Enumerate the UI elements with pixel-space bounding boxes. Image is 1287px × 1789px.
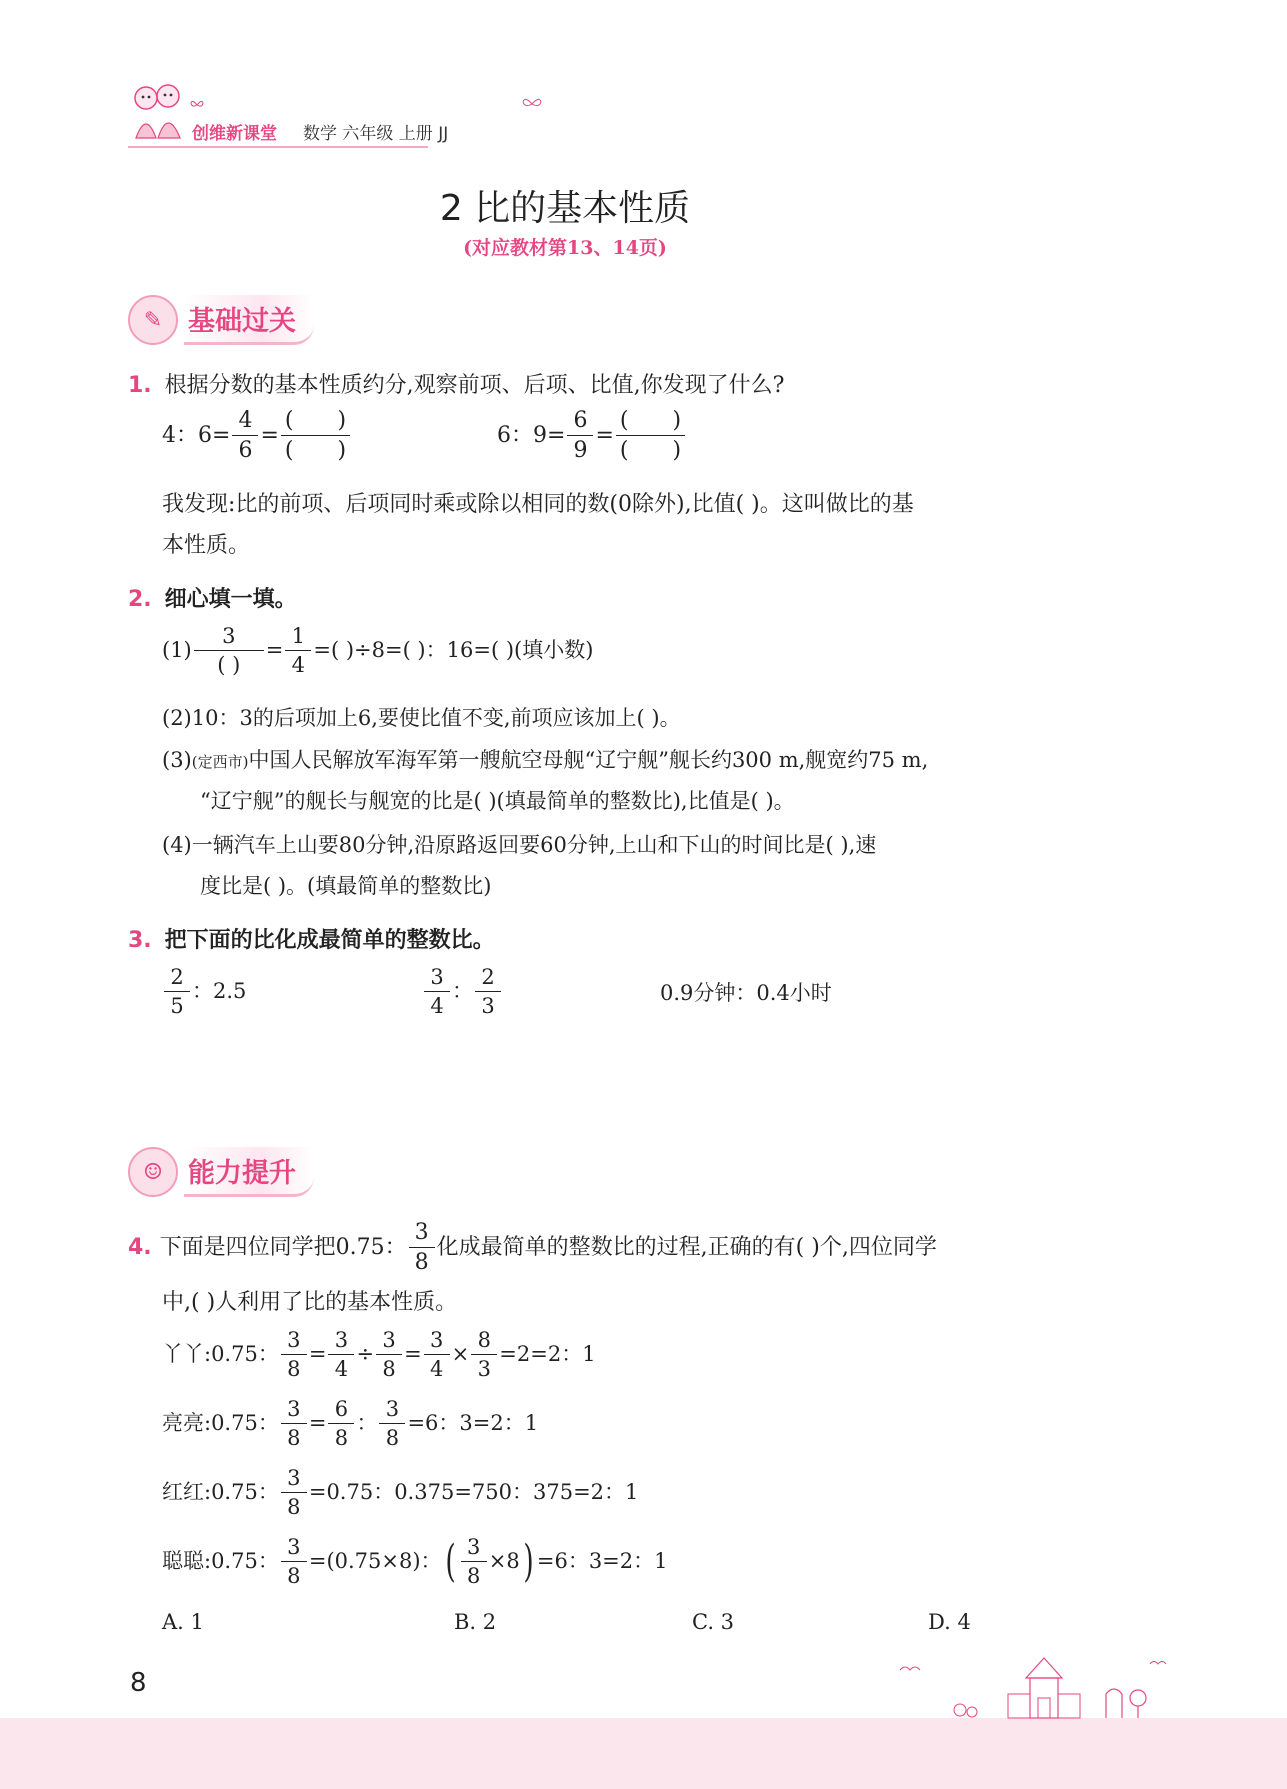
colon: ： bbox=[452, 979, 473, 1004]
denominator: 5 bbox=[170, 994, 184, 1018]
q1-finding-line1: 我发现:比的前项、后项同时乘或除以相同的数(0除外),比值( )。这叫做比的基 bbox=[162, 492, 914, 517]
result: =2=2：1 bbox=[499, 1342, 596, 1367]
question-2 bbox=[128, 587, 297, 613]
equals: = bbox=[308, 1342, 327, 1367]
q3-a-rest: ：2.5 bbox=[192, 979, 247, 1004]
denominator: 8 bbox=[287, 1495, 301, 1519]
question-4-line1 bbox=[128, 1222, 937, 1274]
q2-title: 细心填一填。 bbox=[164, 587, 297, 612]
divide: ÷ bbox=[356, 1342, 375, 1367]
section-advanced-label: 能力提升 bbox=[184, 1147, 314, 1197]
right-paren: ) bbox=[523, 1536, 534, 1587]
q3-item-b bbox=[422, 967, 503, 1017]
denominator: 4 bbox=[291, 653, 306, 677]
fraction bbox=[424, 1330, 450, 1380]
numerator: 3 bbox=[379, 1399, 405, 1424]
q1-eq2-left: 6：9= bbox=[497, 422, 566, 448]
colon: ： bbox=[356, 1411, 378, 1436]
q4-honghong-solution bbox=[162, 1468, 638, 1518]
header-underline bbox=[128, 146, 428, 148]
numerator: 3 bbox=[281, 1399, 307, 1424]
q2-part1 bbox=[162, 626, 593, 676]
small-butterfly-icon bbox=[190, 96, 204, 108]
denominator: 4 bbox=[430, 994, 444, 1018]
denominator: 8 bbox=[287, 1564, 301, 1588]
question-4-line2: 中,( )人利用了比的基本性质。 bbox=[162, 1290, 458, 1315]
page-number: 8 bbox=[130, 1668, 147, 1698]
numerator: 3 bbox=[281, 1537, 307, 1562]
result: =6：3=2：1 bbox=[536, 1549, 668, 1574]
page-subtitle: (对应教材第13、14页) bbox=[463, 237, 667, 259]
q2-part3-line1 bbox=[162, 748, 928, 773]
denominator: 3 bbox=[481, 994, 495, 1018]
header-kids-illustration bbox=[128, 80, 186, 146]
answer-numerator[interactable]: ( ) bbox=[616, 410, 685, 436]
equals: = bbox=[595, 422, 614, 448]
denominator: 3 bbox=[477, 1357, 491, 1381]
question-3 bbox=[128, 928, 495, 954]
result: =0.75：0.375=750：375=2：1 bbox=[308, 1480, 639, 1505]
fraction bbox=[376, 1330, 402, 1380]
butterfly-icon bbox=[522, 96, 542, 112]
q2-p1-fraction1[interactable] bbox=[194, 626, 264, 676]
numerator: 3 bbox=[424, 967, 450, 992]
q4-text-a: 下面是四位同学把0.75： bbox=[159, 1234, 407, 1260]
q4-option-a[interactable]: A. 1 bbox=[162, 1610, 204, 1634]
q1-finding-line2: 本性质。 bbox=[162, 533, 251, 558]
header-edition: JJ bbox=[438, 124, 449, 144]
middle-expression: =(0.75×8)： bbox=[308, 1549, 442, 1574]
q2-p3-label: (3) bbox=[162, 748, 192, 772]
numerator: 4 bbox=[232, 410, 258, 436]
equals: = bbox=[265, 638, 284, 663]
q3-number: 3. bbox=[128, 928, 152, 953]
castle-illustration bbox=[880, 1650, 1170, 1720]
denominator: 4 bbox=[334, 1357, 349, 1381]
fraction bbox=[461, 1537, 487, 1587]
q4-number: 4. bbox=[128, 1234, 152, 1260]
q2-part4-line1: (4)一辆汽车上山要80分钟,沿原路返回要60分钟,上山和下山的时间比是( ),速 bbox=[162, 833, 877, 857]
q2-p1-fraction2 bbox=[285, 626, 311, 676]
numerator: 3 bbox=[376, 1330, 402, 1355]
q1-text: 根据分数的基本性质约分,观察前项、后项、比值,你发现了什么? bbox=[164, 373, 785, 398]
page-title: 2 比的基本性质 bbox=[439, 188, 691, 229]
q1-eq2-answer-fraction[interactable] bbox=[616, 410, 685, 462]
q1-number: 1. bbox=[128, 373, 152, 398]
denominator: 8 bbox=[382, 1357, 396, 1381]
student-name: 红红:0.75： bbox=[162, 1480, 279, 1505]
q4-option-d[interactable]: D. 4 bbox=[928, 1610, 971, 1634]
header-subject: 数学 bbox=[303, 124, 337, 144]
q3-title: 把下面的比化成最简单的整数比。 bbox=[164, 928, 495, 953]
denominator: 9 bbox=[573, 438, 588, 463]
result: =6：3=2：1 bbox=[407, 1411, 539, 1436]
q4-fraction bbox=[409, 1222, 435, 1274]
header-book-info bbox=[303, 119, 448, 144]
numerator: 3 bbox=[409, 1222, 435, 1248]
numerator: 3 bbox=[194, 626, 264, 651]
equals: = bbox=[404, 1342, 422, 1367]
section-basic bbox=[128, 298, 314, 342]
q1-eq1-answer-fraction[interactable] bbox=[281, 410, 350, 462]
denominator-blank[interactable]: ( ) bbox=[217, 653, 241, 677]
q2-p3-text: 中国人民解放军海军第一艘航空母舰“辽宁舰”舰长约300 m,舰宽约75 m, bbox=[248, 748, 929, 772]
q1-equation-2 bbox=[497, 410, 687, 462]
denominator: 4 bbox=[429, 1357, 444, 1381]
denominator: 8 bbox=[385, 1426, 400, 1450]
numerator: 2 bbox=[475, 967, 501, 992]
denominator: 6 bbox=[238, 438, 253, 463]
fraction bbox=[281, 1399, 307, 1449]
q3-a-fraction bbox=[164, 967, 190, 1017]
denominator: 8 bbox=[287, 1357, 301, 1381]
numerator: 8 bbox=[471, 1330, 497, 1355]
q2-p3-place: (定西市) bbox=[191, 753, 249, 771]
q4-liangliang-solution bbox=[162, 1399, 538, 1449]
footer-band bbox=[0, 1718, 1287, 1789]
answer-denominator[interactable]: ( ) bbox=[619, 438, 682, 463]
numerator: 3 bbox=[424, 1330, 450, 1355]
numerator: 3 bbox=[281, 1330, 307, 1355]
times-8: ×8 bbox=[488, 1549, 520, 1574]
numerator: 2 bbox=[164, 967, 190, 992]
section-badge-icon: ☺ bbox=[128, 1147, 178, 1197]
section-basic-label: 基础过关 bbox=[184, 295, 314, 345]
answer-denominator[interactable]: ( ) bbox=[284, 438, 347, 463]
section-badge-icon: ✎ bbox=[128, 295, 178, 345]
castle-icon bbox=[880, 1650, 1170, 1720]
numerator: 3 bbox=[281, 1468, 307, 1493]
q2-part3-line2: “辽宁舰”的舰长与舰宽的比是( )(填最简单的整数比),比值是( )。 bbox=[200, 789, 795, 813]
denominator: 8 bbox=[467, 1564, 481, 1588]
denominator: 8 bbox=[334, 1426, 349, 1450]
fraction bbox=[281, 1330, 307, 1380]
q3-item-c: 0.9分钟：0.4小时 bbox=[660, 981, 832, 1005]
fraction bbox=[471, 1330, 497, 1380]
fraction bbox=[328, 1330, 354, 1380]
q3-item-a bbox=[162, 967, 246, 1017]
q4-yaya-solution bbox=[162, 1330, 596, 1380]
numerator: 3 bbox=[328, 1330, 354, 1355]
student-name: 丫丫:0.75： bbox=[162, 1342, 279, 1367]
numerator: 3 bbox=[461, 1537, 487, 1562]
q1-eq2-fraction bbox=[567, 410, 593, 462]
q2-p1-rest: =( )÷8=( )：16=( )(填小数) bbox=[313, 638, 594, 663]
equals: = bbox=[260, 422, 279, 448]
question-1 bbox=[128, 373, 784, 399]
header-volume: 上册 bbox=[398, 124, 433, 144]
numerator: 1 bbox=[285, 626, 311, 651]
left-paren: ( bbox=[444, 1536, 456, 1587]
q1-equation-1 bbox=[162, 410, 352, 462]
q1-eq1-fraction bbox=[232, 410, 258, 462]
numerator: 6 bbox=[328, 1399, 354, 1424]
numerator: 6 bbox=[567, 410, 593, 436]
multiply: × bbox=[451, 1342, 470, 1367]
answer-numerator[interactable]: ( ) bbox=[281, 410, 350, 436]
student-name: 亮亮:0.75： bbox=[162, 1411, 279, 1436]
q2-part2: (2)10：3的后项加上6,要使比值不变,前项应该加上( )。 bbox=[162, 706, 681, 730]
denominator: 8 bbox=[287, 1426, 301, 1450]
fraction bbox=[281, 1468, 307, 1518]
q4-congcong-solution bbox=[162, 1537, 668, 1587]
section-advanced bbox=[128, 1150, 314, 1194]
q4-option-c[interactable]: C. 3 bbox=[692, 1610, 735, 1634]
q3-b-fraction1 bbox=[424, 967, 450, 1017]
q1-eq1-left: 4：6= bbox=[162, 422, 231, 448]
kids-icon bbox=[128, 80, 186, 146]
equals: = bbox=[308, 1411, 327, 1436]
fraction bbox=[328, 1399, 354, 1449]
q4-text-b: 化成最简单的整数比的过程,正确的有( )个,四位同学 bbox=[436, 1234, 937, 1260]
denominator: 8 bbox=[414, 1250, 429, 1275]
header-grade: 六年级 bbox=[342, 124, 394, 144]
q3-b-fraction2 bbox=[475, 967, 501, 1017]
q2-part4-line2: 度比是( )。(填最简单的整数比) bbox=[200, 874, 492, 898]
q2-p1-label: (1) bbox=[162, 638, 192, 663]
fraction bbox=[281, 1537, 307, 1587]
header-brand: 创维新课堂 bbox=[192, 124, 277, 144]
student-name: 聪聪:0.75： bbox=[162, 1549, 279, 1574]
q2-number: 2. bbox=[128, 587, 152, 612]
fraction bbox=[379, 1399, 405, 1449]
q4-option-b[interactable]: B. 2 bbox=[454, 1610, 497, 1634]
